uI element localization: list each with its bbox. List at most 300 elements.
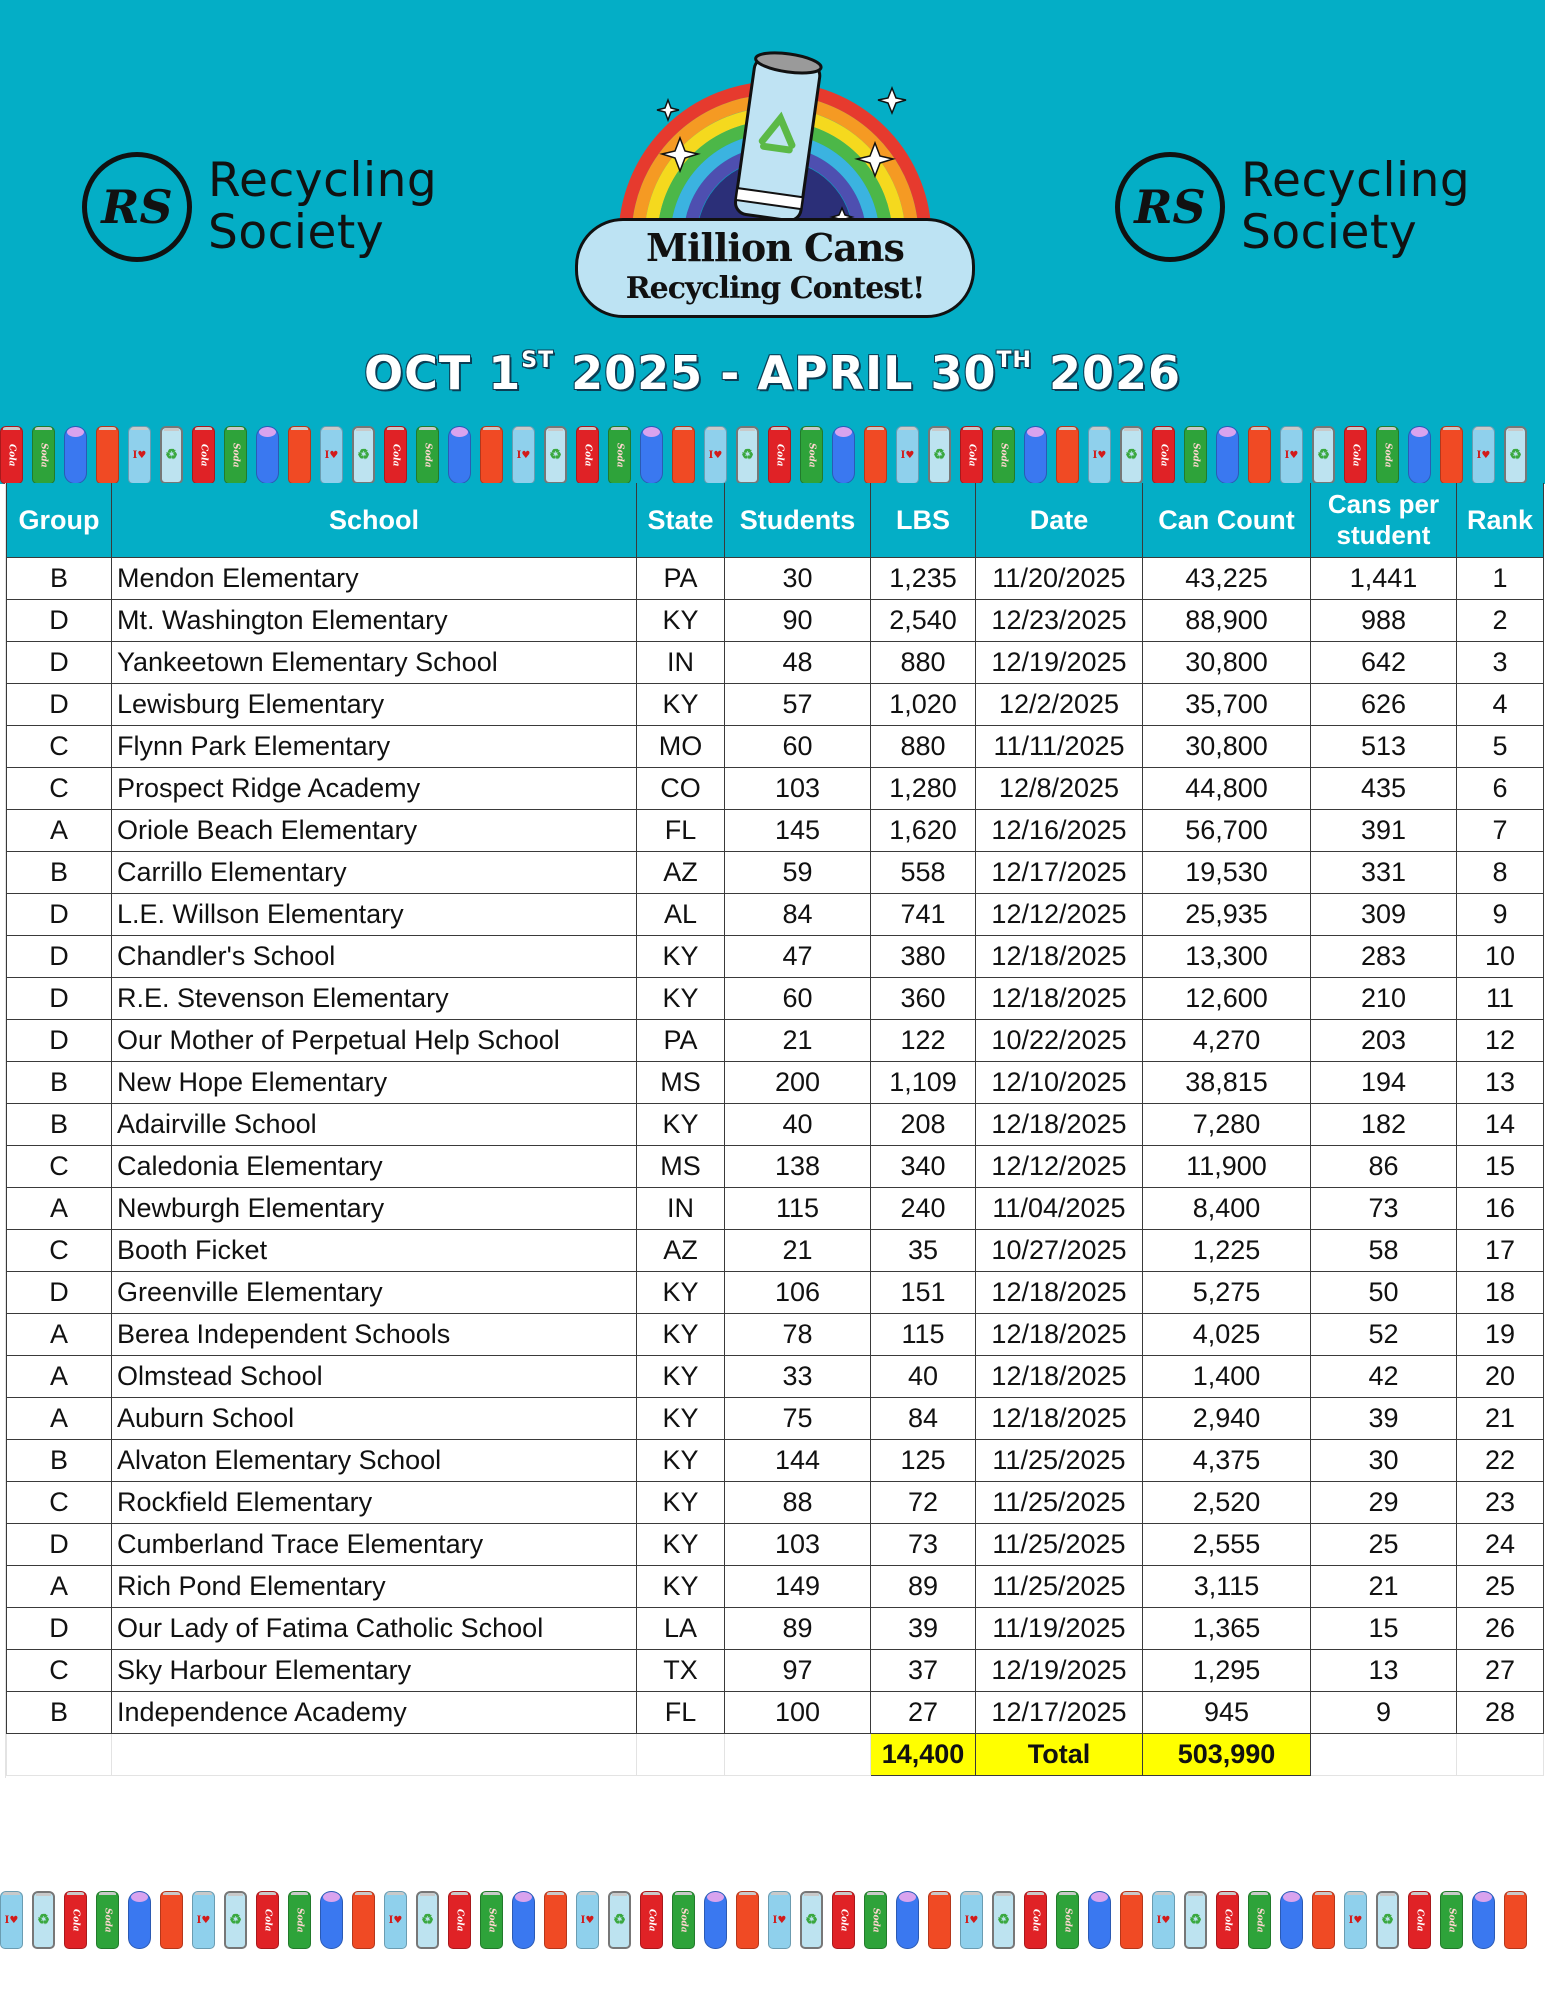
cell-group: A — [7, 1397, 112, 1439]
cell-lbs: 2,540 — [871, 599, 976, 641]
cell-lbs: 1,109 — [871, 1061, 976, 1103]
totals-row — [7, 1733, 1544, 1775]
cell-can-count: 4,025 — [1143, 1313, 1311, 1355]
cell-students: 138 — [725, 1145, 871, 1187]
cell-group: D — [7, 935, 112, 977]
lbs-total: 14,400 — [871, 1733, 976, 1775]
love-can-icon: I♥ — [320, 426, 343, 484]
cell-group: B — [7, 1103, 112, 1145]
love-can-icon: I♥ — [512, 426, 535, 484]
cell-rank: 28 — [1457, 1691, 1544, 1733]
cell-students: 145 — [725, 809, 871, 851]
cell-group: B — [7, 851, 112, 893]
cell-cans-per-student: 194 — [1311, 1061, 1457, 1103]
cell-group: D — [7, 641, 112, 683]
brand-name-line2: Society — [1241, 205, 1418, 260]
brand-name — [1241, 155, 1470, 259]
cell-can-count: 13,300 — [1143, 935, 1311, 977]
cell-school: Yankeetown Elementary School — [112, 641, 637, 683]
recycle-can-icon: ♻ — [736, 426, 759, 484]
cell-rank: 24 — [1457, 1523, 1544, 1565]
cell-group: C — [7, 1649, 112, 1691]
cell-school: Carrillo Elementary — [112, 851, 637, 893]
soda-can-icon: Soda — [1056, 1891, 1079, 1949]
cell-can-count: 56,700 — [1143, 809, 1311, 851]
cola-can-icon: Cola — [448, 1891, 471, 1949]
cell-date: 10/27/2025 — [976, 1229, 1143, 1271]
cell-school: New Hope Elementary — [112, 1061, 637, 1103]
love-can-icon: I♥ — [704, 426, 727, 484]
cell-cans-per-student: 210 — [1311, 977, 1457, 1019]
cell-date: 12/18/2025 — [976, 1313, 1143, 1355]
soda-can-icon: Soda — [1440, 1891, 1463, 1949]
cell-school: Our Lady of Fatima Catholic School — [112, 1607, 637, 1649]
empty-cell — [7, 1733, 112, 1775]
cell-cans-per-student: 86 — [1311, 1145, 1457, 1187]
cell-state: IN — [637, 641, 725, 683]
soda-can-icon: Soda — [480, 1891, 503, 1949]
cell-can-count: 2,940 — [1143, 1397, 1311, 1439]
wave-can-icon — [1248, 426, 1271, 484]
cell-school: Adairville School — [112, 1103, 637, 1145]
blue-can-icon — [1408, 426, 1431, 484]
cell-can-count: 4,270 — [1143, 1019, 1311, 1061]
cell-lbs: 1,280 — [871, 767, 976, 809]
cell-group: B — [7, 1061, 112, 1103]
cell-group: D — [7, 1271, 112, 1313]
cell-rank: 22 — [1457, 1439, 1544, 1481]
blue-can-icon — [704, 1891, 727, 1949]
column-header-school: School — [112, 483, 637, 557]
table-header-row — [7, 483, 1544, 557]
cell-can-count: 7,280 — [1143, 1103, 1311, 1145]
cell-date: 12/17/2025 — [976, 1691, 1143, 1733]
cell-state: KY — [637, 977, 725, 1019]
cell-school: Newburgh Elementary — [112, 1187, 637, 1229]
wave-can-icon — [1056, 426, 1079, 484]
cell-cans-per-student: 513 — [1311, 725, 1457, 767]
cell-cans-per-student: 15 — [1311, 1607, 1457, 1649]
cell-rank: 21 — [1457, 1397, 1544, 1439]
cell-group: C — [7, 1229, 112, 1271]
cell-students: 103 — [725, 1523, 871, 1565]
wave-can-icon — [928, 1891, 951, 1949]
cell-school: Oriole Beach Elementary — [112, 809, 637, 851]
cell-cans-per-student: 988 — [1311, 599, 1457, 641]
cell-cans-per-student: 626 — [1311, 683, 1457, 725]
empty-cell — [1457, 1733, 1544, 1775]
cell-group: B — [7, 557, 112, 599]
brand-logo-right — [1115, 152, 1470, 262]
cell-state: KY — [637, 1523, 725, 1565]
wave-can-icon — [672, 426, 695, 484]
date-range-middle: 2025 - APRIL 30 — [571, 346, 997, 400]
recycle-can-icon: ♻ — [928, 426, 951, 484]
cell-cans-per-student: 283 — [1311, 935, 1457, 977]
wave-can-icon — [1120, 1891, 1143, 1949]
cell-cans-per-student: 30 — [1311, 1439, 1457, 1481]
cell-can-count: 30,800 — [1143, 641, 1311, 683]
cell-students: 84 — [725, 893, 871, 935]
cell-lbs: 240 — [871, 1187, 976, 1229]
soda-can-icon: Soda — [1184, 426, 1207, 484]
cell-state: KY — [637, 935, 725, 977]
cell-school: Booth Ficket — [112, 1229, 637, 1271]
cell-can-count: 3,115 — [1143, 1565, 1311, 1607]
cell-lbs: 558 — [871, 851, 976, 893]
table-row — [7, 893, 1544, 935]
soda-can-icon: Soda — [1248, 1891, 1271, 1949]
cell-can-count: 1,400 — [1143, 1355, 1311, 1397]
cell-rank: 23 — [1457, 1481, 1544, 1523]
column-header-rank: Rank — [1457, 483, 1544, 557]
cell-date: 12/18/2025 — [976, 977, 1143, 1019]
love-can-icon: I♥ — [896, 426, 919, 484]
love-can-icon: I♥ — [1280, 426, 1303, 484]
cola-can-icon: Cola — [256, 1891, 279, 1949]
blue-can-icon — [1280, 1891, 1303, 1949]
cell-can-count: 38,815 — [1143, 1061, 1311, 1103]
cell-lbs: 37 — [871, 1649, 976, 1691]
blue-can-icon — [64, 426, 87, 484]
cola-can-icon: Cola — [192, 426, 215, 484]
love-can-icon: I♥ — [960, 1891, 983, 1949]
cell-rank: 26 — [1457, 1607, 1544, 1649]
cell-school: Berea Independent Schools — [112, 1313, 637, 1355]
cell-date: 12/19/2025 — [976, 641, 1143, 683]
brand-name-line1: Recycling — [1241, 153, 1471, 208]
table-row — [7, 1481, 1544, 1523]
love-can-icon: I♥ — [1152, 1891, 1175, 1949]
cell-group: D — [7, 1523, 112, 1565]
cell-date: 11/04/2025 — [976, 1187, 1143, 1229]
cola-can-icon: Cola — [1216, 1891, 1239, 1949]
cell-cans-per-student: 331 — [1311, 851, 1457, 893]
cell-students: 21 — [725, 1019, 871, 1061]
cell-date: 12/17/2025 — [976, 851, 1143, 893]
cell-school: Greenville Elementary — [112, 1271, 637, 1313]
blue-can-icon — [832, 426, 855, 484]
cell-date: 12/16/2025 — [976, 809, 1143, 851]
cell-school: Mendon Elementary — [112, 557, 637, 599]
cell-can-count: 25,935 — [1143, 893, 1311, 935]
cell-students: 59 — [725, 851, 871, 893]
recycle-can-icon: ♻ — [224, 1891, 247, 1949]
cell-state: MS — [637, 1061, 725, 1103]
cell-lbs: 39 — [871, 1607, 976, 1649]
cell-rank: 17 — [1457, 1229, 1544, 1271]
cell-can-count: 2,555 — [1143, 1523, 1311, 1565]
recycle-can-icon: ♻ — [1120, 426, 1143, 484]
blue-can-icon — [128, 1891, 151, 1949]
soda-can-icon: Soda — [1376, 426, 1399, 484]
cell-state: FL — [637, 1691, 725, 1733]
cell-state: KY — [637, 599, 725, 641]
cell-rank: 12 — [1457, 1019, 1544, 1061]
recycle-can-icon: ♻ — [800, 1891, 823, 1949]
cell-students: 149 — [725, 1565, 871, 1607]
wave-can-icon — [544, 1891, 567, 1949]
cell-date: 11/25/2025 — [976, 1439, 1143, 1481]
table-row — [7, 1313, 1544, 1355]
table-row — [7, 1355, 1544, 1397]
cell-group: D — [7, 1019, 112, 1061]
cell-cans-per-student: 391 — [1311, 809, 1457, 851]
end-year: 2026 — [1048, 346, 1181, 400]
love-can-icon: I♥ — [0, 1891, 23, 1949]
cell-group: B — [7, 1691, 112, 1733]
brand-name — [208, 155, 437, 259]
column-header-lbs: LBS — [871, 483, 976, 557]
cell-school: L.E. Willson Elementary — [112, 893, 637, 935]
cell-cans-per-student: 52 — [1311, 1313, 1457, 1355]
cell-can-count: 88,900 — [1143, 599, 1311, 641]
table-row — [7, 1229, 1544, 1271]
cell-cans-per-student: 9 — [1311, 1691, 1457, 1733]
cell-date: 12/12/2025 — [976, 1145, 1143, 1187]
empty-cell — [637, 1733, 725, 1775]
cell-lbs: 360 — [871, 977, 976, 1019]
recycling-society-monogram-icon: RS — [1115, 152, 1225, 262]
cell-cans-per-student: 29 — [1311, 1481, 1457, 1523]
soda-can-icon: Soda — [672, 1891, 695, 1949]
cans-border-top — [0, 422, 1545, 484]
blue-can-icon — [1216, 426, 1239, 484]
cell-date: 11/11/2025 — [976, 725, 1143, 767]
cell-can-count: 4,375 — [1143, 1439, 1311, 1481]
cell-date: 12/8/2025 — [976, 767, 1143, 809]
cell-can-count: 44,800 — [1143, 767, 1311, 809]
cell-lbs: 208 — [871, 1103, 976, 1145]
end-date-suffix: TH — [996, 348, 1032, 373]
wave-can-icon — [1440, 426, 1463, 484]
soda-can-icon: Soda — [416, 426, 439, 484]
cell-cans-per-student: 309 — [1311, 893, 1457, 935]
cell-state: IN — [637, 1187, 725, 1229]
cell-lbs: 122 — [871, 1019, 976, 1061]
love-can-icon: I♥ — [1344, 1891, 1367, 1949]
soda-can-icon: Soda — [32, 426, 55, 484]
start-date: OCT 1 — [364, 346, 522, 400]
cell-rank: 8 — [1457, 851, 1544, 893]
cell-date: 12/18/2025 — [976, 1397, 1143, 1439]
blue-can-icon — [1472, 1891, 1495, 1949]
cola-can-icon: Cola — [576, 426, 599, 484]
cell-lbs: 151 — [871, 1271, 976, 1313]
cell-group: A — [7, 1565, 112, 1607]
cell-lbs: 1,020 — [871, 683, 976, 725]
wave-can-icon — [96, 426, 119, 484]
cell-school: Olmstead School — [112, 1355, 637, 1397]
cell-can-count: 1,295 — [1143, 1649, 1311, 1691]
cell-can-count: 2,520 — [1143, 1481, 1311, 1523]
recycle-can-icon: ♻ — [544, 426, 567, 484]
love-can-icon: I♥ — [192, 1891, 215, 1949]
cell-state: KY — [637, 1313, 725, 1355]
column-header-can-count: Can Count — [1143, 483, 1311, 557]
cell-lbs: 72 — [871, 1481, 976, 1523]
cell-cans-per-student: 39 — [1311, 1397, 1457, 1439]
cell-cans-per-student: 50 — [1311, 1271, 1457, 1313]
cell-rank: 4 — [1457, 683, 1544, 725]
recycle-can-icon: ♻ — [32, 1891, 55, 1949]
cell-school: Mt. Washington Elementary — [112, 599, 637, 641]
cola-can-icon: Cola — [1024, 1891, 1047, 1949]
cell-date: 12/12/2025 — [976, 893, 1143, 935]
cell-students: 200 — [725, 1061, 871, 1103]
table-row — [7, 1397, 1544, 1439]
cell-group: D — [7, 599, 112, 641]
cell-state: AZ — [637, 851, 725, 893]
cell-group: A — [7, 1187, 112, 1229]
cell-state: FL — [637, 809, 725, 851]
cell-state: PA — [637, 1019, 725, 1061]
cell-state: TX — [637, 1649, 725, 1691]
table-row — [7, 1187, 1544, 1229]
soda-can-icon: Soda — [864, 1891, 887, 1949]
cell-group: D — [7, 683, 112, 725]
soda-can-icon: Soda — [96, 1891, 119, 1949]
cell-students: 89 — [725, 1607, 871, 1649]
blue-can-icon — [320, 1891, 343, 1949]
cell-school: Sky Harbour Elementary — [112, 1649, 637, 1691]
empty-cell — [725, 1733, 871, 1775]
cell-students: 90 — [725, 599, 871, 641]
cell-cans-per-student: 642 — [1311, 641, 1457, 683]
cell-lbs: 73 — [871, 1523, 976, 1565]
cell-date: 12/18/2025 — [976, 1271, 1143, 1313]
leaderboard-table — [6, 483, 1544, 1776]
cell-school: Prospect Ridge Academy — [112, 767, 637, 809]
cell-date: 12/19/2025 — [976, 1649, 1143, 1691]
cell-students: 88 — [725, 1481, 871, 1523]
column-header-students: Students — [725, 483, 871, 557]
blue-can-icon — [256, 426, 279, 484]
cell-lbs: 125 — [871, 1439, 976, 1481]
cell-school: Chandler's School — [112, 935, 637, 977]
column-header-group: Group — [7, 483, 112, 557]
cell-rank: 2 — [1457, 599, 1544, 641]
recycle-can-icon: ♻ — [352, 426, 375, 484]
cell-state: LA — [637, 1607, 725, 1649]
soda-can-icon: Soda — [608, 426, 631, 484]
cell-can-count: 11,900 — [1143, 1145, 1311, 1187]
cell-lbs: 1,620 — [871, 809, 976, 851]
cell-rank: 14 — [1457, 1103, 1544, 1145]
love-can-icon: I♥ — [1472, 426, 1495, 484]
blue-can-icon — [896, 1891, 919, 1949]
cola-can-icon: Cola — [768, 426, 791, 484]
cola-can-icon: Cola — [1152, 426, 1175, 484]
cell-rank: 19 — [1457, 1313, 1544, 1355]
cell-school: R.E. Stevenson Elementary — [112, 977, 637, 1019]
cell-can-count: 19,530 — [1143, 851, 1311, 893]
blue-can-icon — [448, 426, 471, 484]
contest-title-line2: Recycling Contest! — [625, 271, 925, 306]
cell-rank: 16 — [1457, 1187, 1544, 1229]
cell-state: KY — [637, 1481, 725, 1523]
cell-students: 78 — [725, 1313, 871, 1355]
cell-rank: 10 — [1457, 935, 1544, 977]
cell-group: C — [7, 767, 112, 809]
brand-name-line1: Recycling — [208, 153, 438, 208]
recycle-can-icon: ♻ — [1312, 426, 1335, 484]
cell-group: A — [7, 1355, 112, 1397]
blue-can-icon — [640, 426, 663, 484]
wave-can-icon — [864, 426, 887, 484]
cell-cans-per-student: 1,441 — [1311, 557, 1457, 599]
table-row — [7, 1061, 1544, 1103]
cell-students: 115 — [725, 1187, 871, 1229]
recycle-can-icon: ♻ — [1504, 426, 1527, 484]
wave-can-icon — [352, 1891, 375, 1949]
cell-rank: 9 — [1457, 893, 1544, 935]
recycle-can-icon: ♻ — [160, 426, 183, 484]
recycle-can-icon: ♻ — [1184, 1891, 1207, 1949]
cell-lbs: 89 — [871, 1565, 976, 1607]
cola-can-icon: Cola — [384, 426, 407, 484]
start-date-suffix: ST — [521, 348, 555, 373]
table-row — [7, 1607, 1544, 1649]
cell-school: Lewisburg Elementary — [112, 683, 637, 725]
soda-can-icon: Soda — [224, 426, 247, 484]
cola-can-icon: Cola — [832, 1891, 855, 1949]
cell-rank: 18 — [1457, 1271, 1544, 1313]
cell-group: D — [7, 1607, 112, 1649]
cell-date: 12/18/2025 — [976, 1355, 1143, 1397]
cell-students: 57 — [725, 683, 871, 725]
table-row — [7, 599, 1544, 641]
table-row — [7, 641, 1544, 683]
cell-students: 100 — [725, 1691, 871, 1733]
cola-can-icon: Cola — [0, 426, 23, 484]
cell-school: Flynn Park Elementary — [112, 725, 637, 767]
contest-title — [575, 226, 975, 308]
recycle-can-icon: ♻ — [416, 1891, 439, 1949]
cell-date: 11/25/2025 — [976, 1481, 1143, 1523]
cell-state: KY — [637, 1271, 725, 1313]
cell-cans-per-student: 21 — [1311, 1565, 1457, 1607]
recycling-society-monogram-icon: RS — [82, 152, 192, 262]
table-row — [7, 1103, 1544, 1145]
cell-cans-per-student: 25 — [1311, 1523, 1457, 1565]
cell-state: KY — [637, 1355, 725, 1397]
love-can-icon: I♥ — [128, 426, 151, 484]
cell-state: MO — [637, 725, 725, 767]
cell-lbs: 380 — [871, 935, 976, 977]
cell-state: MS — [637, 1145, 725, 1187]
table-row — [7, 767, 1544, 809]
table-row — [7, 1439, 1544, 1481]
cell-can-count: 8,400 — [1143, 1187, 1311, 1229]
rainbow-can-logo-icon — [570, 48, 980, 238]
empty-cell — [1311, 1733, 1457, 1775]
cell-lbs: 35 — [871, 1229, 976, 1271]
cell-cans-per-student: 203 — [1311, 1019, 1457, 1061]
cell-can-count: 1,225 — [1143, 1229, 1311, 1271]
cell-group: D — [7, 977, 112, 1019]
cell-can-count: 30,800 — [1143, 725, 1311, 767]
cell-cans-per-student: 73 — [1311, 1187, 1457, 1229]
cell-lbs: 340 — [871, 1145, 976, 1187]
wave-can-icon — [288, 426, 311, 484]
cell-date: 11/25/2025 — [976, 1565, 1143, 1607]
recycle-can-icon: ♻ — [1376, 1891, 1399, 1949]
cola-can-icon: Cola — [64, 1891, 87, 1949]
cell-group: D — [7, 893, 112, 935]
table-row — [7, 977, 1544, 1019]
table-row — [7, 1565, 1544, 1607]
